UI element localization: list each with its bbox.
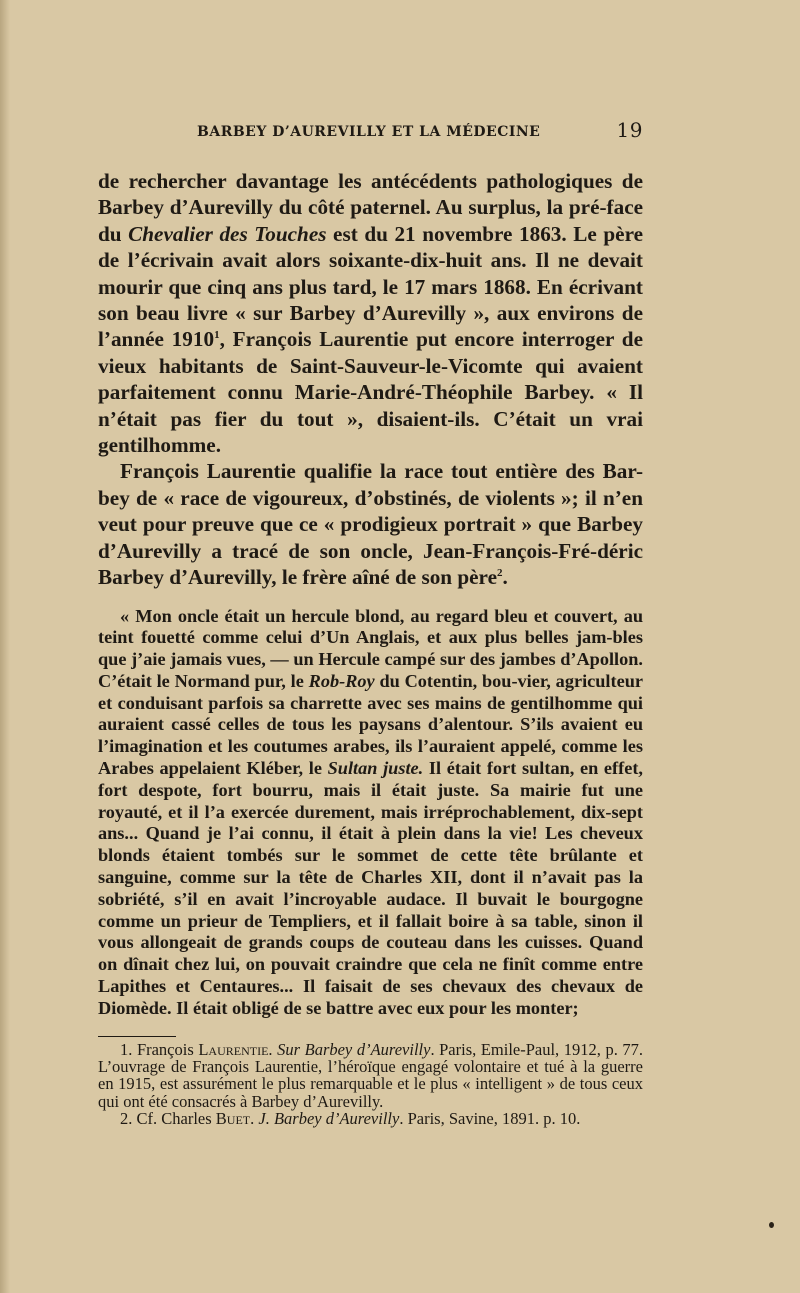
book-title: Sur Barbey d’Aurevilly xyxy=(277,1039,431,1059)
footnote-divider xyxy=(98,1036,176,1037)
text-run: 1. François xyxy=(120,1039,199,1059)
book-page xyxy=(98,118,643,1128)
text-run: , François Laurentie put encore interroger de vieux habitants de Saint-Sauveur-le-Vicomte qui avaient parfaitement connu Marie-André-Théophile Barbey. « Il n’était pas fier du tout », disaient-ils. C’était un vrai gentilhomme. xyxy=(98,327,643,458)
footnote-2 xyxy=(98,1110,643,1127)
footnote-ref: 2 xyxy=(496,567,503,580)
footnote-1 xyxy=(98,1041,643,1111)
text-run: . xyxy=(502,565,508,590)
text-run: de rechercher davantage les antécédents pathologiques de Barbey d’Aurevilly du côté paternel. Au surplus, la pré-face du xyxy=(98,169,643,246)
text-run: 2. Cf. Charles xyxy=(120,1109,216,1129)
italic-term: Sultan juste. xyxy=(327,758,424,779)
book-title: J. Barbey d’Aurevilly xyxy=(258,1109,400,1129)
block-quote xyxy=(98,606,643,1020)
text-run: François Laurentie qualifie la race tout entière des Bar-bey de « race de vigoureux, d’obstinés, de violents »; il n’en veut pour preuve que ce « prodigieux portrait » que Barbey d’Aurevilly a tracé de son oncle, Jean-François-Fré-déric Barbey d’Aurevilly, le frère aîné de son père xyxy=(98,459,643,590)
footnote-ref: 1 xyxy=(214,329,220,342)
page-edge xyxy=(0,0,10,1293)
footnotes xyxy=(98,1041,643,1128)
italic-term: Rob-Roy xyxy=(308,670,375,691)
text-run: . Paris, Emile-Paul, 1912, p. 77. L’ouvrage de François Laurentie, l’héroïque engagé volontaire et tué à la guerre en 1915, est assurément le plus remarquable et le plus « intelligent » de tous ceux qui ont été consacrés à Barbey d’Aurevilly. xyxy=(98,1039,644,1111)
text-run: du Cotentin, bou-vier, agriculteur et conduisant parfois sa charrette avec ses mains de gentilhomme qui auraient cassé celles de tous les paysans d’alentour. S’ils avaient eu l’imagination et les coutumes arabes, ils l’auraient appelé, comme les Arabes appelaient Kléber, le xyxy=(98,670,643,779)
text-run: . Paris, Savine, 1891. p. 10. xyxy=(399,1109,581,1129)
paragraph-2 xyxy=(98,458,643,590)
text-run: . xyxy=(250,1109,259,1129)
main-text xyxy=(98,168,643,591)
ink-speck xyxy=(769,1222,774,1228)
book-title: Chevalier des Touches xyxy=(128,221,327,246)
running-title: BARBEY D’AUREVILLY ET LA MÉDECINE xyxy=(197,124,541,140)
author-name: Laurentie xyxy=(198,1039,269,1059)
text-run: Il était fort sultan, en effet, fort despote, fort bourru, mais il était juste. Sa mairie fut une royauté, et il l’a exercée durement, mais irréprochablement, dix-sept ans... Quand je l’ai connu, il était à plein dans la vie! Les cheveux blonds étaient tombés sur le sommet de cette tête brûlante et sanguine, comme sur la tête de Charles XII, dont il n’avait pas la sobriété, s’il en avait l’incroyable audace. Il buvait le bourgogne comme un prieur de Templiers, et il fallait boire à sa table, sinon il vous allongeait de grands coups de couteau dans les cuisses. Quand on dînait chez lui, on pouvait craindre que cela ne finît comme entre Lapithes et Centaures... Il faisait de ses chevaux des chevaux de Diomède. Il était obligé de se battre avec eux pour les monter; xyxy=(98,758,643,1018)
running-head xyxy=(98,118,643,148)
paragraph-1 xyxy=(98,168,643,458)
text-run: « Mon oncle était un hercule blond, au regard bleu et couvert, au teint fouetté comme celui d’Un Anglais, et aux plus belles jam-bles que j’aie jamais vues, — un Hercule campé sur des jambes d’Apollon. C’était le Normand pur, le xyxy=(98,605,643,691)
text-run: est du 21 novembre 1863. Le père de l’écrivain avait alors soixante-dix-huit ans. Il ne devait mourir que cinq ans plus tard, le 17 mars 1868. En écrivant son beau livre « sur Barbey d’Aurevilly », aux environs de l’année 1910 xyxy=(98,221,643,352)
author-name: Buet xyxy=(215,1109,251,1129)
quote-paragraph xyxy=(98,606,643,1020)
page-number: 19 xyxy=(616,118,643,142)
text-run: . xyxy=(268,1039,278,1059)
